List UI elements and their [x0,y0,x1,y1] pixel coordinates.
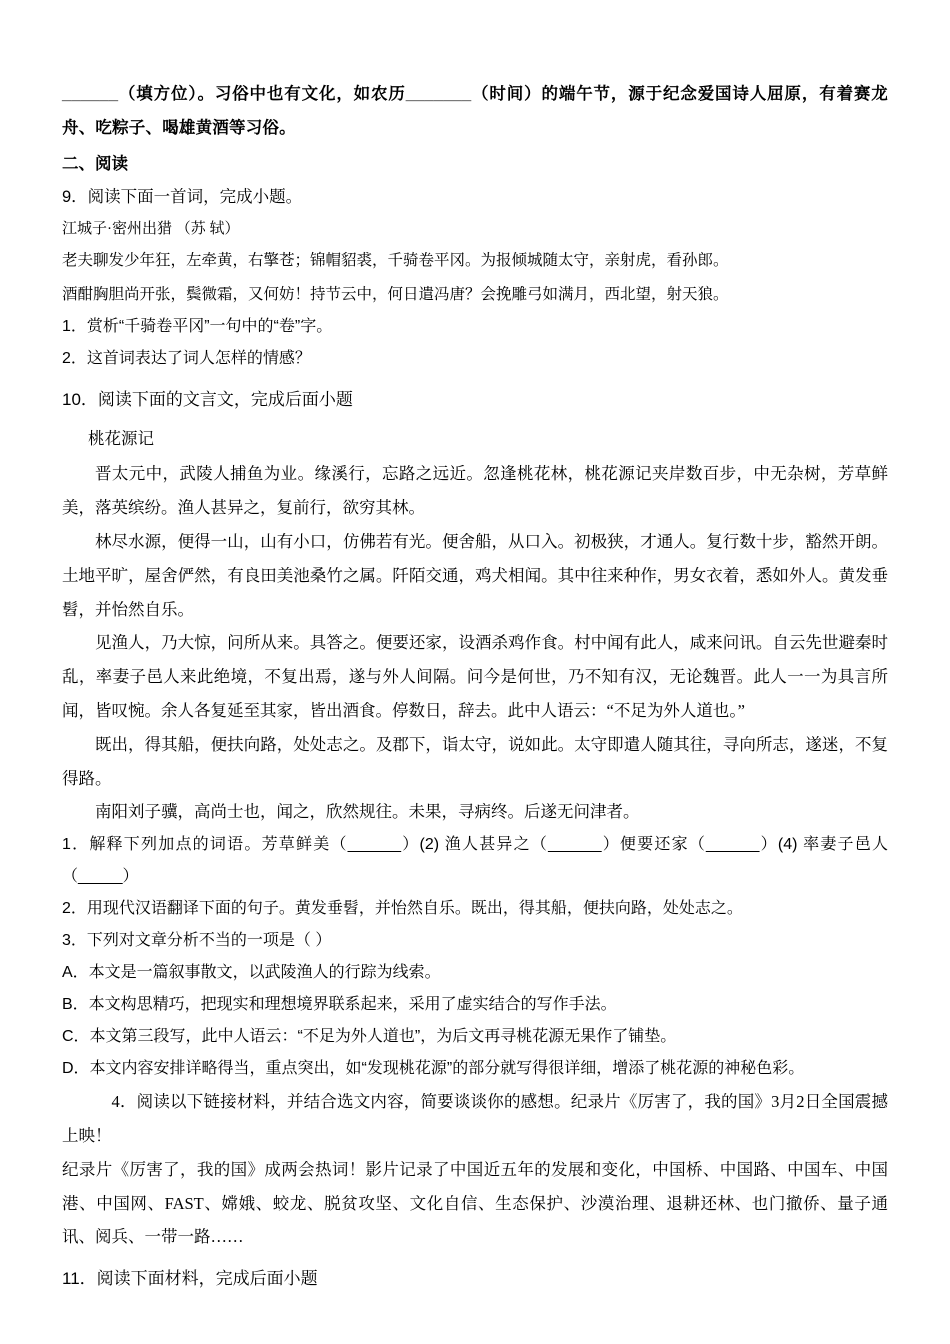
option-a: A．本文是一篇叙事散文，以武陵渔人的行踪为线索。 [62,964,441,982]
option-b: B．本文构思精巧，把现实和理想境界联系起来，采用了虚实结合的写作手法。 [62,996,617,1014]
wenyan-paragraph-4: 既出，得其船，便扶向路，处处志之。及郡下，诣太守，说如此。太守即遣人随其往，寻向所志，遂迷，不复得路。 [62,734,888,788]
option-c: C．本文第三段写，此中人语云：“不足为外人道也”，为后文再寻桃花源无果作了铺垫。 [62,1028,677,1046]
question-10-sub-3: 3．下列对文章分析不当的一项是（ ） [62,932,332,950]
poem-line-2: 酒酣胸胆尚开张，鬓微霜，又何妨！持节云中，何日遣冯唐？会挽雕弓如满月，西北望，射天狼。 [62,285,729,303]
question-11-stem: 11．阅读下面材料，完成后面小题 [62,1269,318,1289]
wenyan-paragraph-3: 见渔人，乃大惊，问所从来。具答之。便要还家，设酒杀鸡作食。村中闻有此人，咸来问讯。自云先世避秦时乱，率妻子邑人来此绝境，不复出焉，遂与外人间隔。问今是何世，乃不知有汉，无论魏晋。此人一一为具言所闻，皆叹惋。余人各复延至其家，皆出酒食。停数日，辞去。此中人语云：“不足为外人道也。” [62,633,888,720]
poem-title: 江城子·密州出猎 （苏 轼） [62,220,240,237]
option-d: D．本文内容安排详略得当，重点突出，如“发现桃花源”的部分就写得很详细，增添了桃花源的神秘色彩。 [62,1060,805,1078]
question-10-stem: 10．阅读下面的文言文，完成后面小题 [62,390,353,409]
question-10-sub-4-line-1: 4．阅读以下链接材料，并结合选文内容，简要谈谈你的感想。纪录片《厉害了，我的国》3月2日全国震撼上映！ [62,1092,888,1146]
wenyan-paragraph-1: 晋太元中，武陵人捕鱼为业。缘溪行，忘路之远近。忽逢桃花林，桃花源记夹岸数百步，中无杂树，芳草鲜美，落英缤纷。渔人甚异之，复前行，欲穷其林。 [62,464,888,518]
top-paragraph: ______（填方位）。习俗中也有文化，如农历_______（时间）的端午节，源于纪念爱国诗人屈原，有着赛龙舟、吃粽子、喝雄黄酒等习俗。 [62,85,888,137]
poem-line-1: 老夫聊发少年狂，左牵黄，右擎苍；锦帽貂裘，千骑卷平冈。为报倾城随太守，亲射虎，看孙郎。 [62,252,729,270]
wenyan-paragraph-5: 南阳刘子骥，高尚士也，闻之，欣然规往。未果，寻病终。后遂无问津者。 [95,802,640,822]
question-9-sub-1: 1．赏析“千骑卷平冈”一句中的“卷”字。 [62,318,333,335]
question-9-sub-2: 2．这首词表达了词人怎样的情感？ [62,350,311,367]
question-9-stem: 9．阅读下面一首词，完成小题。 [62,187,303,206]
question-10-sub-4-line-2: 纪录片《厉害了，我的国》成两会热词！影片记录了中国近五年的发展和变化，中国桥、中国路、中国车、中国港、中国网、FAST、嫦娥、蛟龙、脱贫攻坚、文化自信、生态保护、沙漠治理、退耕还林、也门撤侨、量子通讯、阅兵、一带一路…… [62,1159,888,1247]
question-10-sub-1: 1．解释下列加点的词语。芳草鲜美（______）(2) 渔人甚异之（______）便要还家（______）(4) 率妻子邑人（_____） [62,836,888,886]
text-title-taohuayuanji: 桃花源记 [88,429,154,448]
wenyan-paragraph-2: 林尽水源，便得一山，山有小口，仿佛若有光。便舍船，从口入。初极狭，才通人。复行数十步，豁然开朗。土地平旷，屋舍俨然，有良田美池桑竹之属。阡陌交通，鸡犬相闻。其中往来种作，男女衣着，悉如外人。黄发垂髫，并怡然自乐。 [62,531,888,619]
question-10-sub-2: 2．用现代汉语翻译下面的句子。黄发垂髫，并怡然自乐。既出，得其船，便扶向路，处处志之。 [62,900,743,918]
section-heading: 二、阅读 [62,154,128,173]
